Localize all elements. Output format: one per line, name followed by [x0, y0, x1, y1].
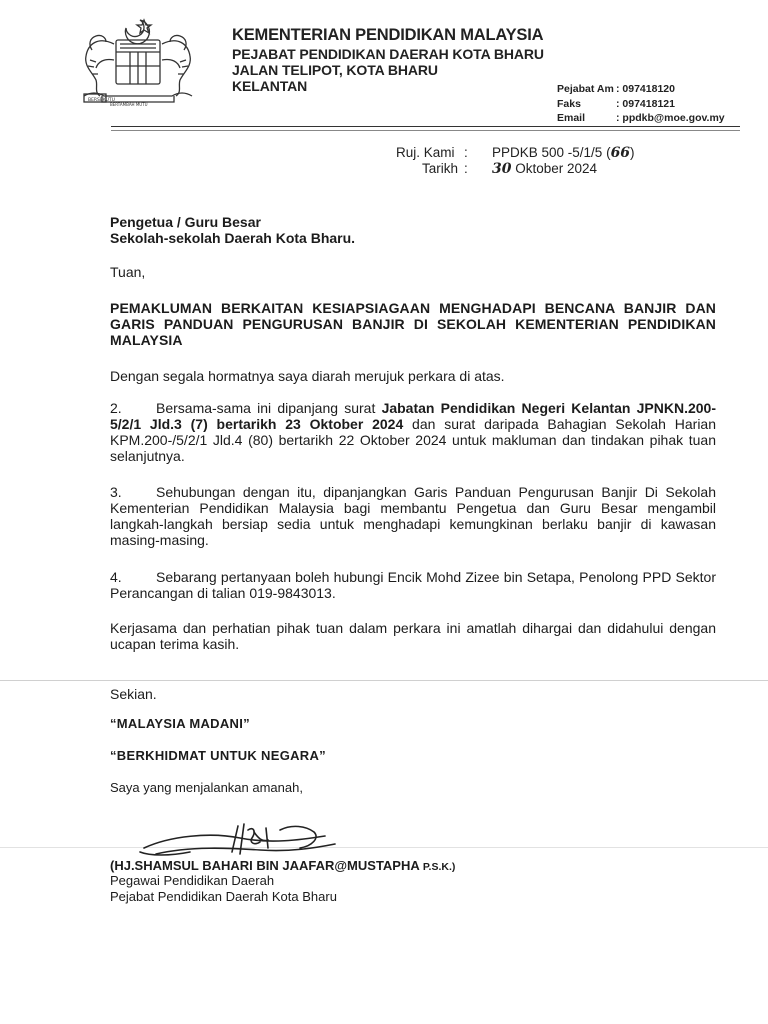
recipient-address: Pengetua / Guru Besar Sekolah-sekolah Daerah Kota Bharu.: [110, 214, 356, 246]
paragraph-3: 3. Sehubungan dengan itu, dipanjangkan Garis Panduan Pengurusan Banjir Di Sekolah Kementerian Pendidikan Malaysia bagi membantu Pengetua dan Guru Besar mengambil langkah-langkah bersiap sedia untuk menghadapi kemungkinan berlaku banjir di kawasan masing-masing.: [110, 484, 716, 548]
paragraph-closing: Kerjasama dan perhatian pihak tuan dalam perkara ini amatlah dihargai dan didahului dengan ucapan terima kasih.: [110, 620, 716, 652]
reference-block: [396, 145, 635, 177]
signatory-title: Pegawai Pendidikan Daerah: [110, 873, 275, 888]
svg-text:BERTAMBAH MUTU: BERTAMBAH MUTU: [110, 102, 148, 107]
letterhead: [232, 27, 544, 94]
header-divider: [111, 126, 740, 127]
coat-of-arms-icon: [78, 14, 198, 110]
signatory-name: (HJ.SHAMSUL BAHARI BIN JAAFAR@MUSTAPHA P.S.K.): [110, 858, 456, 873]
amanah-text: Saya yang menjalankan amanah,: [110, 780, 303, 795]
contact-email: Email : ppdkb@moe.gov.my: [557, 112, 725, 124]
svg-text:BERSEKUTU: BERSEKUTU: [88, 98, 115, 103]
ministry-name: KEMENTERIAN PENDIDIKAN MALAYSIA: [232, 26, 544, 44]
contact-block: [557, 82, 725, 126]
motto-madani: “MALAYSIA MADANI”: [110, 716, 250, 731]
office-state: KELANTAN: [232, 78, 308, 94]
office-street: JALAN TELIPOT, KOTA BHARU: [232, 62, 438, 78]
contact-fax: Faks : 097418121: [557, 97, 675, 110]
reference-number: Ruj. Kami : PPDKB 500 -5/1/5 (66): [396, 145, 635, 161]
paragraph-intro: Dengan segala hormatnya saya diarah merujuk perkara di atas.: [110, 368, 505, 384]
contact-phone: Pejabat Am : 097418120: [557, 83, 675, 95]
paragraph-4: 4. Sebarang pertanyaan boleh hubungi Encik Mohd Zizee bin Setapa, Penolong PPD Sektor Perancangan di talian 019-9843013.: [110, 569, 716, 601]
signatory-office: Pejabat Pendidikan Daerah Kota Bharu: [110, 889, 337, 904]
letter-subject: PEMAKLUMAN BERKAITAN KESIAPSIAGAAN MENGHADAPI BENCANA BANJIR DAN GARIS PANDUAN PENGURUSAN BANJIR DI SEKOLAH KEMENTERIAN PENDIDIKAN MALAYSIA: [110, 300, 716, 348]
reference-date: Tarikh : 30 Oktober 2024: [422, 161, 598, 177]
motto-berkhidmat: “BERKHIDMAT UNTUK NEGARA”: [110, 748, 326, 763]
sekian-text: Sekian.: [110, 686, 157, 702]
salutation: Tuan,: [110, 264, 146, 280]
header-divider-thin: [111, 130, 740, 131]
paragraph-2: 2. Bersama-sama ini dipanjang surat Jabatan Pendidikan Negeri Kelantan JPNKN.200-5/2/1 Jld.3 (7) bertarikh 23 Oktober 2024 dan surat daripada Bahagian Sekolah Harian KPM.200-/5/2/1 Jld.4 (80) bertarikh 22 Oktober 2024 untuk makluman dan tindakan pihak tuan selanjutnya.: [110, 400, 717, 464]
office-name: PEJABAT PENDIDIKAN DAERAH KOTA BHARU: [232, 46, 544, 62]
scan-line-2: [0, 847, 768, 848]
scan-fold-line: [0, 680, 768, 681]
